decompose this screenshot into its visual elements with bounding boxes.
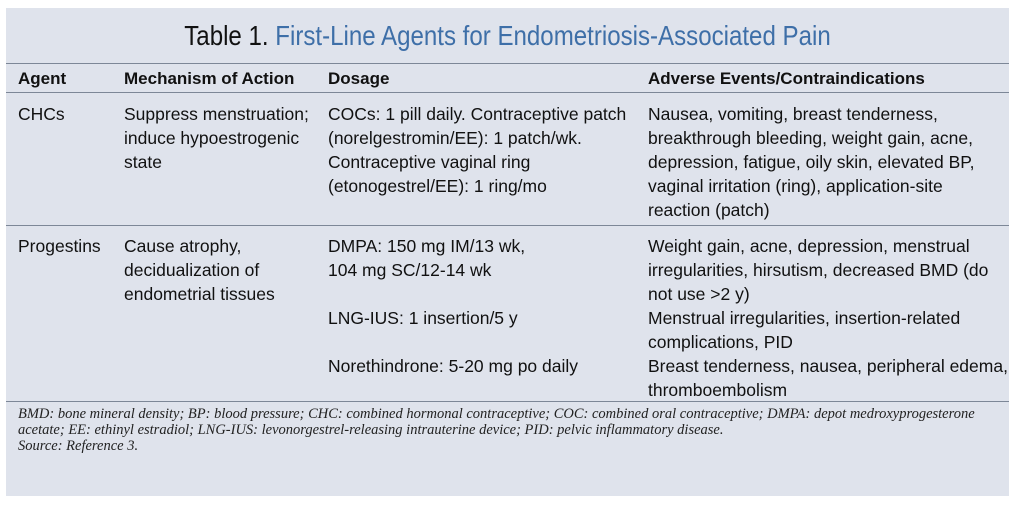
table-panel <box>6 8 1009 496</box>
row-divider <box>6 225 1009 226</box>
table-title-text: First-Line Agents for Endometriosis-Associated Pain <box>275 20 831 51</box>
row-progestins-adverse-dmpa: Weight gain, acne, depression, menstrual irregularities, hirsutism, decreased BMD (do not use >2 y) <box>648 236 989 304</box>
header-bottom-rule <box>6 92 1009 93</box>
table-title <box>76 18 939 54</box>
row-chcs-dosage: COCs: 1 pill daily. Contraceptive patch (norelgestromin/EE): 1 patch/wk. Contraceptive vaginal ring (etonogestrel/EE): 1 ring/mo <box>328 104 627 196</box>
header-agent: Agent <box>18 69 67 88</box>
header-dosage: Dosage <box>328 69 390 88</box>
table-bottom-rule <box>6 401 1009 402</box>
row-chcs-adverse: Nausea, vomiting, breast tenderness, breakthrough bleeding, weight gain, acne, depression, fatigue, oily skin, elevated BP, vaginal irritation (ring), application-site reaction (patch) <box>648 104 975 220</box>
row-chcs-mechanism: Suppress menstruation; induce hypoestrogenic state <box>124 104 309 172</box>
abbreviations-footnote: BMD: bone mineral density; BP: blood pressure; CHC: combined hormonal contraceptive; COC: combined oral contraceptive; DMPA: depot medroxyprogesterone acetate; EE: ethinyl estradiol; LNG-IUS: levonorgestrel-releasing intrauterine device; PID: pelvic inflammatory disease. <box>18 406 975 438</box>
table-footnotes <box>18 406 1003 454</box>
header-mechanism: Mechanism of Action <box>124 69 295 88</box>
row-progestins-adverse-lngius: Menstrual irregularities, insertion-related complications, PID <box>648 308 961 352</box>
row-progestins-dosage-norethindrone: Norethindrone: 5-20 mg po daily <box>328 356 579 376</box>
row-progestins-dosage-dmpa: DMPA: 150 mg IM/13 wk, 104 mg SC/12-14 wk <box>328 236 526 280</box>
row-progestins-dosage-lngius: LNG-IUS: 1 insertion/5 y <box>328 308 518 328</box>
source-note: Source: Reference 3. <box>18 438 139 454</box>
row-progestins-mechanism: Cause atrophy, decidualization of endometrial tissues <box>124 236 275 304</box>
table-title-number: Table 1. <box>184 20 269 51</box>
row-progestins-adverse-norethindrone: Breast tenderness, nausea, peripheral edema, thromboembolism <box>648 356 1008 400</box>
row-progestins-agent: Progestins <box>18 236 101 256</box>
header-adverse: Adverse Events/Contraindications <box>648 69 925 88</box>
header-top-rule <box>6 63 1009 64</box>
row-chcs-agent: CHCs <box>18 104 65 124</box>
